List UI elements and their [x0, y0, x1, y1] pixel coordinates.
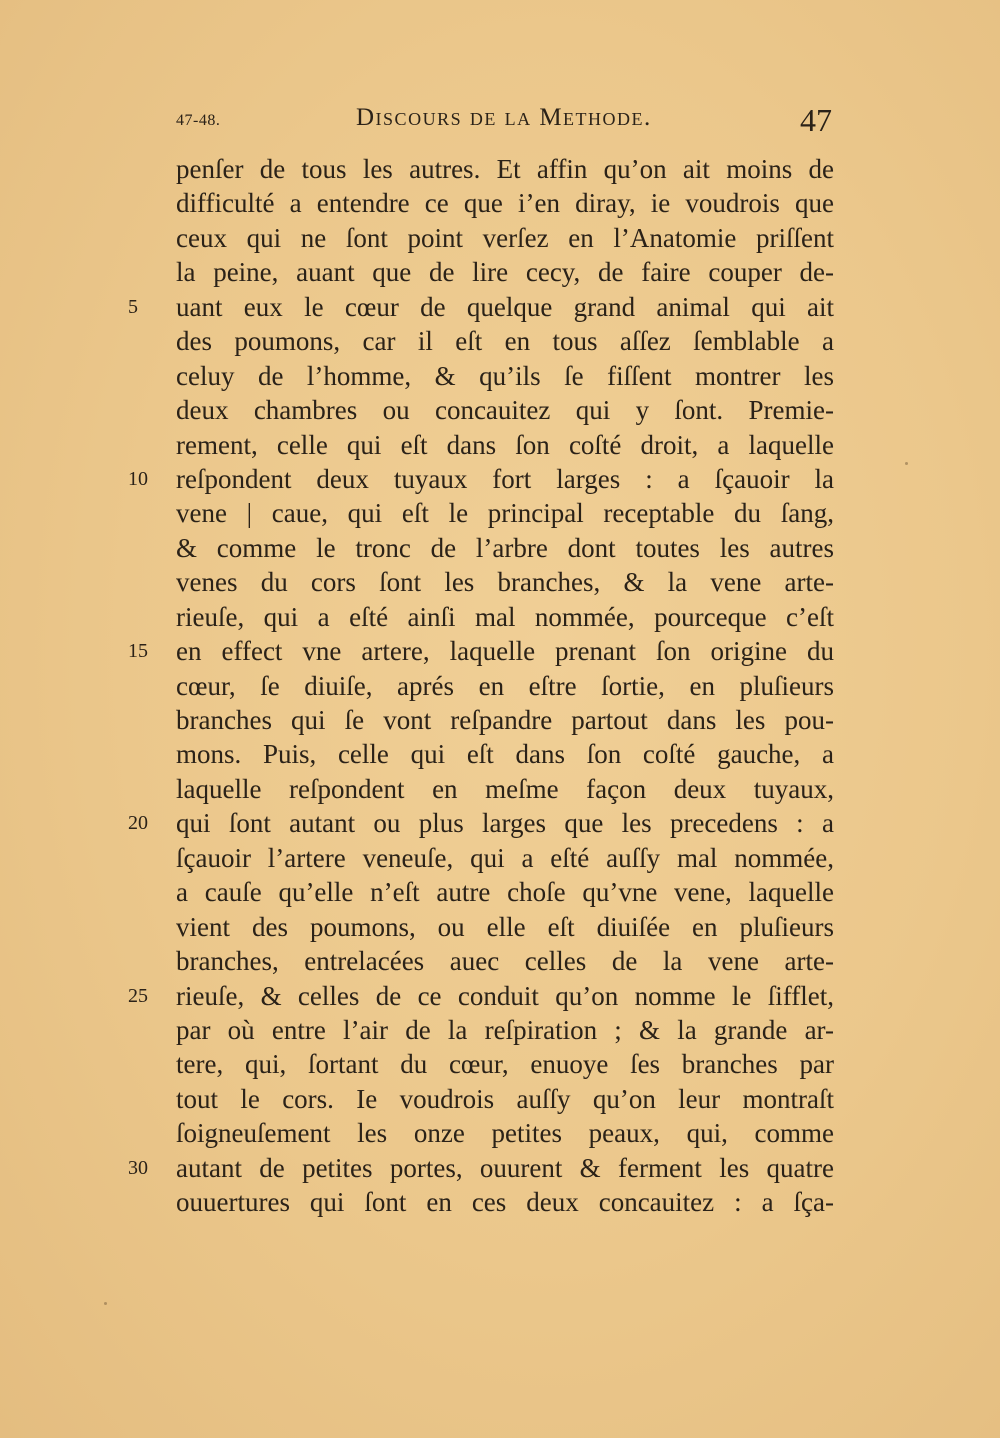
text-line — [176, 255, 834, 289]
text-line — [176, 1082, 834, 1116]
text-line — [176, 875, 834, 909]
line-text: difficulté a entendre ce que i’en diray, ie voudrois que — [176, 188, 834, 219]
folio-range: 47-48. — [176, 112, 221, 129]
line-text: a cauſe qu’elle n’eſt autre choſe qu’vne vene, laquelle — [176, 877, 834, 908]
line-text: laquelle reſpondent en meſme façon deux tuyaux, — [176, 773, 834, 804]
line-text: mons. Puis, celle qui eſt dans ſon coſté gauche, a — [176, 739, 834, 770]
running-head — [176, 102, 832, 142]
line-text: & comme le tronc de l’arbre dont toutes les autres — [176, 532, 834, 563]
line-text: cœur, ſe diuiſe, aprés en eſtre ſortie, en pluſieurs — [176, 670, 834, 701]
text-line — [128, 290, 834, 324]
line-text: penſer de tous les autres. Et affin qu’on ait moins de — [176, 154, 834, 184]
line-number: 30 — [128, 1156, 148, 1179]
text-line — [176, 221, 834, 255]
line-text: ceux qui ne ſont point verſez en l’Anatomie priſſent — [176, 222, 834, 253]
line-text: deux chambres ou concauitez qui y ſont. Premie- — [176, 395, 834, 426]
line-number: 10 — [128, 467, 148, 490]
line-text: qui ſont autant ou plus larges que les precedens : a — [176, 808, 834, 839]
line-text: rieuſe, qui a eſté ainſi mal nommée, pourceque c’eſt — [176, 601, 834, 632]
line-text: vient des poumons, ou elle eſt diuiſée en pluſieurs — [176, 911, 834, 942]
text-line — [176, 359, 834, 393]
text-line — [128, 462, 834, 496]
text-line — [176, 186, 834, 220]
text-line — [176, 772, 834, 806]
line-text: ſçauoir l’artere veneuſe, qui a eſté auſſy mal nommée, — [176, 842, 834, 873]
line-text: branches qui ſe vont reſpandre partout dans les pou- — [176, 705, 834, 735]
line-text: rieuſe, & celles de ce conduit qu’on nomme le ſifflet, — [176, 980, 834, 1011]
text-line — [176, 393, 834, 427]
page-number: 47 — [800, 102, 832, 138]
text-line — [176, 910, 834, 944]
line-text: tout le cors. Ie voudrois auſſy qu’on leur montraſt — [176, 1083, 834, 1114]
line-text: reſpondent deux tuyaux fort larges : a ſçauoir la — [176, 463, 834, 494]
paper-speck — [104, 1302, 107, 1305]
running-title: Discours de la Methode. — [356, 104, 652, 131]
line-number: 25 — [128, 984, 148, 1007]
line-number: 20 — [128, 812, 148, 835]
line-text: celuy de l’homme, & qu’ils ſe fiſſent montrer les — [176, 360, 834, 391]
text-line — [176, 565, 834, 599]
line-text: par où entre l’air de la reſpiration ; & la grande ar- — [176, 1014, 834, 1045]
line-text: vene | caue, qui eſt le principal receptable du ſang, — [176, 498, 834, 529]
text-line — [128, 1151, 834, 1185]
text-line — [176, 944, 834, 978]
text-line — [176, 1013, 834, 1047]
text-line — [176, 1047, 834, 1081]
paper-speck — [905, 462, 908, 465]
text-line — [176, 531, 834, 565]
line-number: 5 — [128, 295, 138, 318]
text-line — [176, 428, 834, 462]
line-text: ſoigneuſement les onze petites peaux, qui, comme — [176, 1118, 834, 1149]
line-text: venes du cors ſont les branches, & la vene arte- — [176, 567, 834, 598]
line-text: rement, celle qui eſt dans ſon coſté droit, a laquelle — [176, 429, 834, 460]
text-line — [128, 806, 834, 840]
body-text — [128, 152, 834, 1220]
text-line — [128, 634, 834, 668]
line-text: ouuertures qui ſont en ces deux concauitez : a ſça- — [176, 1187, 834, 1218]
text-line — [176, 1185, 834, 1219]
text-line — [176, 841, 834, 875]
text-line — [176, 1116, 834, 1150]
line-text: autant de petites portes, ouurent & ferment les quatre — [176, 1152, 834, 1183]
text-line — [176, 600, 834, 634]
text-line — [128, 979, 834, 1013]
text-line — [176, 669, 834, 703]
line-number: 15 — [128, 640, 148, 663]
line-text: des poumons, car il eſt en tous aſſez ſemblable a — [176, 326, 834, 357]
text-line — [176, 152, 834, 186]
line-text: uant eux le cœur de quelque grand animal qui ait — [176, 291, 834, 322]
line-text: la peine, auant que de lire cecy, de faire couper de- — [176, 257, 834, 288]
text-line — [176, 496, 834, 530]
line-text: branches, entrelacées auec celles de la vene arte- — [176, 946, 834, 977]
text-line — [176, 737, 834, 771]
text-line — [176, 324, 834, 358]
line-text: tere, qui, ſortant du cœur, enuoye ſes branches par — [176, 1049, 834, 1080]
line-text: en effect vne artere, laquelle prenant ſon origine du — [176, 636, 834, 667]
text-line — [176, 703, 834, 737]
